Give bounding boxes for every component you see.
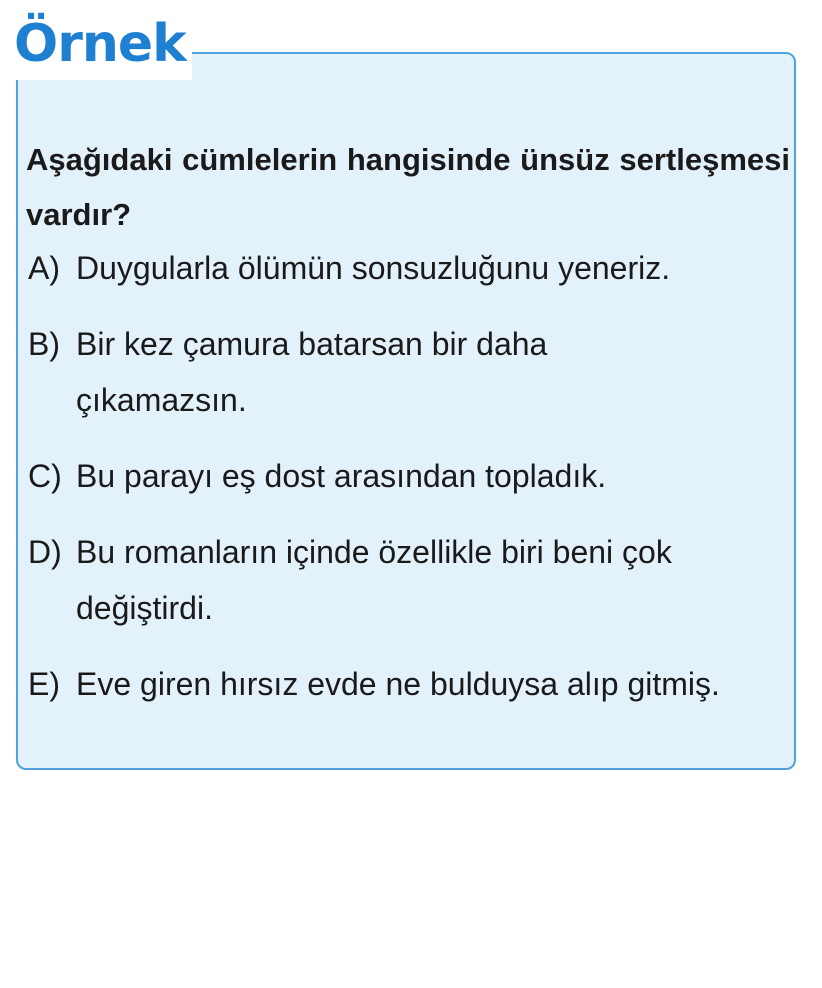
option-text: Bir kez çamura batarsan bir daha çıkamazsın. xyxy=(76,326,548,418)
option-text: Bu parayı eş dost arasından topladık. xyxy=(76,458,607,494)
option-letter: B) xyxy=(28,326,60,362)
answer-options xyxy=(28,240,788,732)
question-text: Aşağıdaki cümlelerin hangisinde ünsüz sertleşmesi vardır? xyxy=(26,142,790,232)
option-text: Bu romanların içinde özellikle biri beni çok değiştirdi. xyxy=(76,534,672,626)
option-c[interactable] xyxy=(28,448,788,504)
option-d[interactable] xyxy=(28,524,788,636)
option-letter: A) xyxy=(28,250,60,286)
option-a[interactable] xyxy=(28,240,788,296)
example-title: Örnek xyxy=(12,8,192,80)
option-letter: E) xyxy=(28,666,60,702)
option-text: Eve giren hırsız evde ne bulduysa alıp gitmiş. xyxy=(76,666,720,702)
option-text: Duygularla ölümün sonsuzluğunu yeneriz. xyxy=(76,250,671,286)
option-letter: D) xyxy=(28,534,62,570)
option-letter: C) xyxy=(28,458,62,494)
option-e[interactable] xyxy=(28,656,788,712)
option-b[interactable] xyxy=(28,316,788,428)
